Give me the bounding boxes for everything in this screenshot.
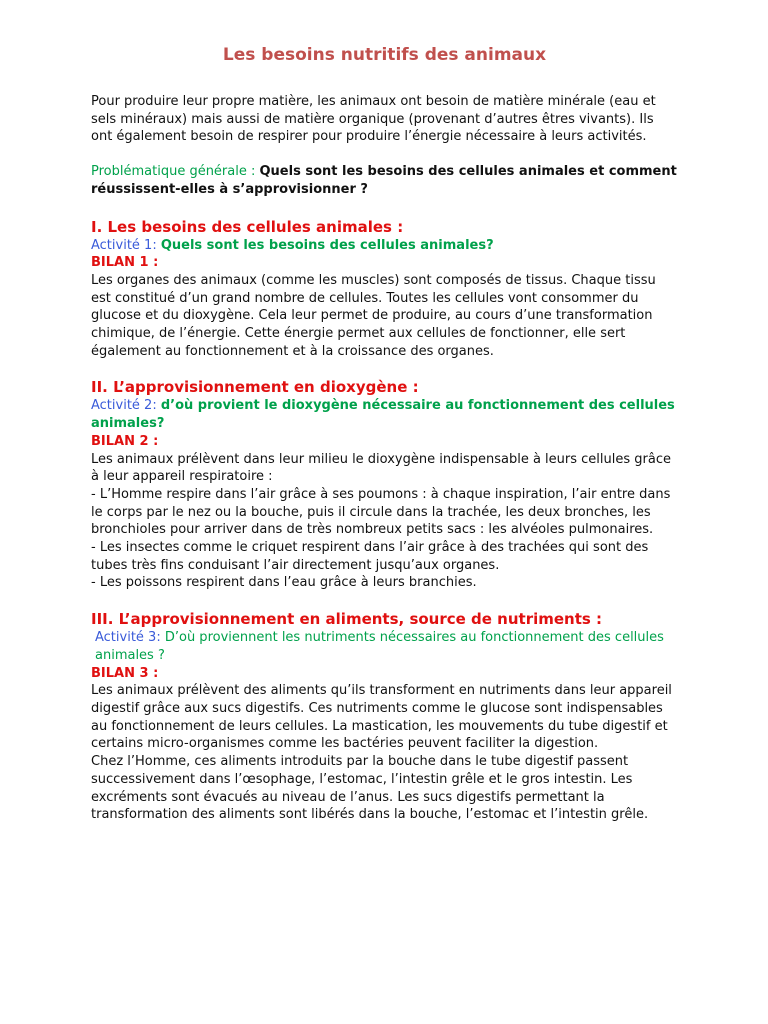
activity-line: [91, 397, 678, 432]
activity-line: [91, 237, 678, 255]
bilan-paragraph: - L’Homme respire dans l’air grâce à ses poumons : à chaque inspiration, l’air entre dans le corps par le nez ou la bouche, puis il circule dans la trachée, les deux bronches, les bronchioles pour arriver dans de très nombreux petits sacs : les alvéoles pulmonaires.: [91, 486, 671, 538]
section-heading: II. L’approvisionnement en dioxygène :: [91, 378, 419, 397]
bilan-paragraph: Les animaux prélèvent dans leur milieu le dioxygène indispensable à leurs cellules grâce à leur appareil respiratoire :: [91, 451, 671, 485]
bilan-paragraph: - Les insectes comme le criquet respirent dans l’air grâce à des trachées qui sont des tubes très fins conduisant l’air directement jusqu’aux organes.: [91, 540, 649, 573]
bilan-paragraph: - Les poissons respirent dans l’eau grâce à leurs branchies.: [91, 575, 477, 591]
section-heading: I. Les besoins des cellules animales :: [91, 217, 404, 236]
problematique-label: Problématique générale :: [91, 164, 260, 180]
section-3: [91, 609, 678, 824]
section-heading: III. L’approvisionnement en aliments, source de nutriments :: [91, 610, 603, 629]
section-2: [91, 377, 678, 592]
section-1: [91, 217, 678, 361]
activity-line: [91, 629, 678, 664]
activity-question: d’où provient le dioxygène nécessaire au fonctionnement des cellules animales?: [91, 398, 675, 432]
intro-paragraph: Pour produire leur propre matière, les animaux ont besoin de matière minérale (eau et sels minéraux) mais aussi de matière organique (provenant d’autres êtres vivants). Ils ont également besoin de respirer pour produire l’énergie nécessaire à leurs activités.: [91, 94, 656, 145]
activity-question: Quels sont les besoins des cellules animales?: [160, 237, 494, 253]
bilan-paragraph: Les organes des animaux (comme les muscles) sont composés de tissus. Chaque tissu est constitué d’un grand nombre de cellules. Toutes les cellules vont consommer du glucose et du dioxygène. Cela leur permet de produire, au cours d’une transformation chimique, de l’énergie. Cette énergie permet aux cellules de fonctionner, elle sert également au fonctionnement et à la croissance des organes.: [91, 272, 656, 359]
activity-label: Activité 2:: [91, 398, 161, 414]
bilan-paragraph: Les animaux prélèvent des aliments qu’ils transforment en nutriments dans leur appareil digestif grâce aux sucs digestifs. Ces nutriments comme le glucose sont indispensables au fonctionnement de leurs cellules. La mastication, les mouvements du tube digestif et certains micro-organismes comme les bactéries peuvent faciliter la digestion.: [91, 683, 672, 752]
activity-label: Activité 1:: [91, 237, 161, 253]
bilan-label: BILAN 2 :: [91, 433, 159, 449]
problematique-question: Quels sont les besoins des cellules animales et comment réussissent-elles à s’approvisionner ?: [91, 164, 677, 197]
bilan-label: BILAN 1 :: [91, 255, 159, 271]
page-title: Les besoins nutritifs des animaux: [222, 45, 547, 65]
bilan-label: BILAN 3 :: [91, 665, 159, 681]
problematique: [91, 163, 678, 198]
activity-question: D’où proviennent les nutriments nécessaires au fonctionnement des cellules animales ?: [95, 630, 664, 663]
bilan-paragraph: Chez l’Homme, ces aliments introduits par la bouche dans le tube digestif passent successivement dans l’œsophage, l’estomac, l’intestin grêle et le gros intestin. Les excréments sont évacués au niveau de l’anus. Les sucs digestifs permettant la transformation des aliments sont libérés dans la bouche, l’estomac et l’intestin grêle.: [91, 754, 649, 823]
activity-label: Activité 3:: [95, 630, 165, 646]
